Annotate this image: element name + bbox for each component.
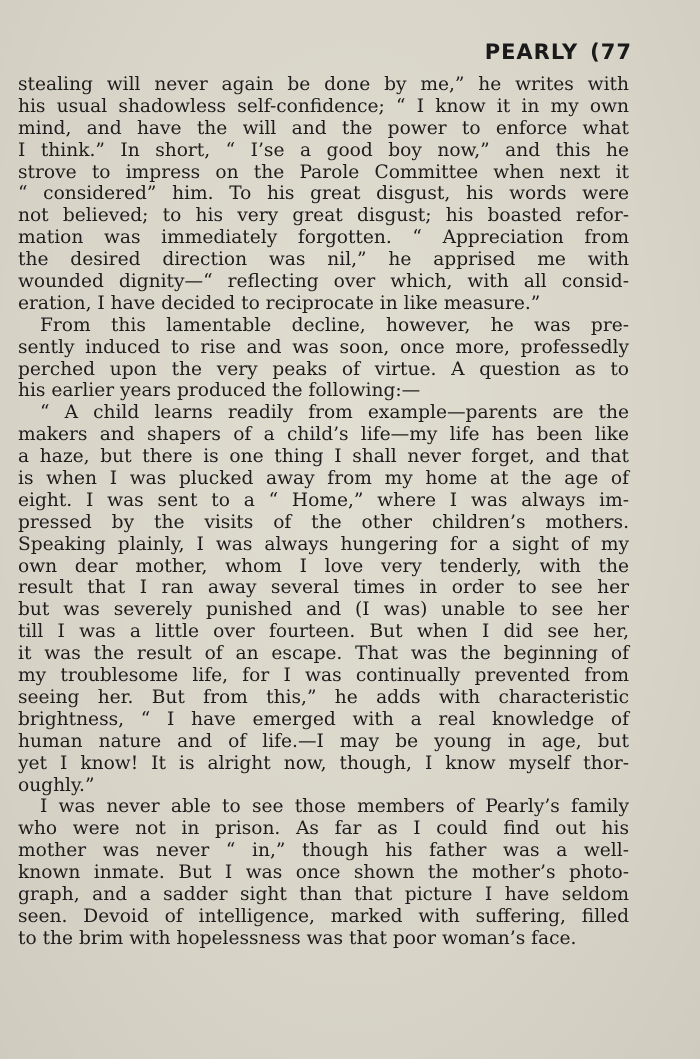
text-line: it was the result of an escape. That was the beginning of — [18, 643, 629, 665]
text-line: human nature and of life.—I may be young in age, but — [18, 730, 629, 752]
text-line: “ considered” him. To his great disgust, his words were — [18, 183, 629, 205]
text-line: the desired direction was nil,” he apprised me with — [18, 249, 629, 271]
text-line: but was severely punished and (I was) unable to see her — [18, 599, 629, 621]
text-line: to the brim with hopelessness was that poor woman’s face. — [18, 927, 577, 949]
text-line: I think.” In short, “ I’se a good boy now,” and this he — [18, 139, 629, 161]
text-line: own dear mother, whom I love very tenderly, with the — [18, 555, 629, 577]
running-header — [485, 40, 632, 64]
page-number: (77 — [590, 40, 632, 64]
text-line: “ A child learns readily from example—parents are the — [40, 402, 629, 424]
text-line: wounded dignity—“ reflecting over which, with all consid- — [18, 271, 629, 293]
text-line: known inmate. But I was once shown the mother’s photo- — [18, 862, 629, 884]
text-line: mother was never “ in,” though his father was a well- — [18, 840, 629, 862]
text-line: yet I know! It is alright now, though, I know myself thor- — [18, 752, 629, 774]
text-line: From this lamentable decline, however, he was pre- — [40, 314, 629, 336]
text-line: not believed; to his very great disgust; his boasted refor- — [18, 205, 629, 227]
text-line: eight. I was sent to a “ Home,” where I was always im- — [18, 489, 629, 511]
text-line: strove to impress on the Parole Committee when next it — [18, 161, 629, 183]
text-line: Speaking plainly, I was always hungering for a sight of my — [18, 533, 629, 555]
text-line: seen. Devoid of intelligence, marked with suffering, filled — [18, 905, 629, 927]
text-line: who were not in prison. As far as I could find out his — [18, 818, 629, 840]
text-line: mation was immediately forgotten. “ Appreciation from — [18, 227, 629, 249]
text-line: makers and shapers of a child’s life—my life has been like — [18, 424, 629, 446]
chapter-title: PEARLY — [484, 40, 579, 64]
text-line: perched upon the very peaks of virtue. A question as to — [18, 358, 629, 380]
text-line: till I was a little over fourteen. But when I did see her, — [18, 621, 629, 643]
text-line: stealing will never again be done by me,” he writes with — [18, 74, 629, 95]
text-line: is when I was plucked away from my home at the age of — [18, 468, 629, 490]
body-text — [18, 74, 629, 950]
text-line: I was never able to see those members of Pearly’s family — [40, 796, 629, 818]
text-line: his usual shadowless self-confidence; “ I know it in my own — [18, 95, 629, 117]
text-line: eration, I have decided to reciprocate in like measure.” — [18, 292, 541, 314]
text-line: pressed by the visits of the other children’s mothers. — [18, 511, 629, 533]
text-line: brightness, “ I have emerged with a real knowledge of — [18, 708, 629, 730]
text-line: graph, and a sadder sight than that picture I have seldom — [18, 883, 629, 905]
text-line: his earlier years produced the following:— — [18, 380, 421, 402]
text-line: seeing her. But from this,” he adds with characteristic — [18, 686, 629, 708]
text-line: result that I ran away several times in order to see her — [18, 577, 629, 599]
text-line: sently induced to rise and was soon, once more, professedly — [18, 336, 629, 358]
text-line: oughly.” — [18, 774, 95, 796]
text-line: my troublesome life, for I was continually prevented from — [18, 665, 629, 687]
text-line: a haze, but there is one thing I shall never forget, and that — [18, 446, 629, 468]
text-line: mind, and have the will and the power to enforce what — [18, 117, 629, 139]
